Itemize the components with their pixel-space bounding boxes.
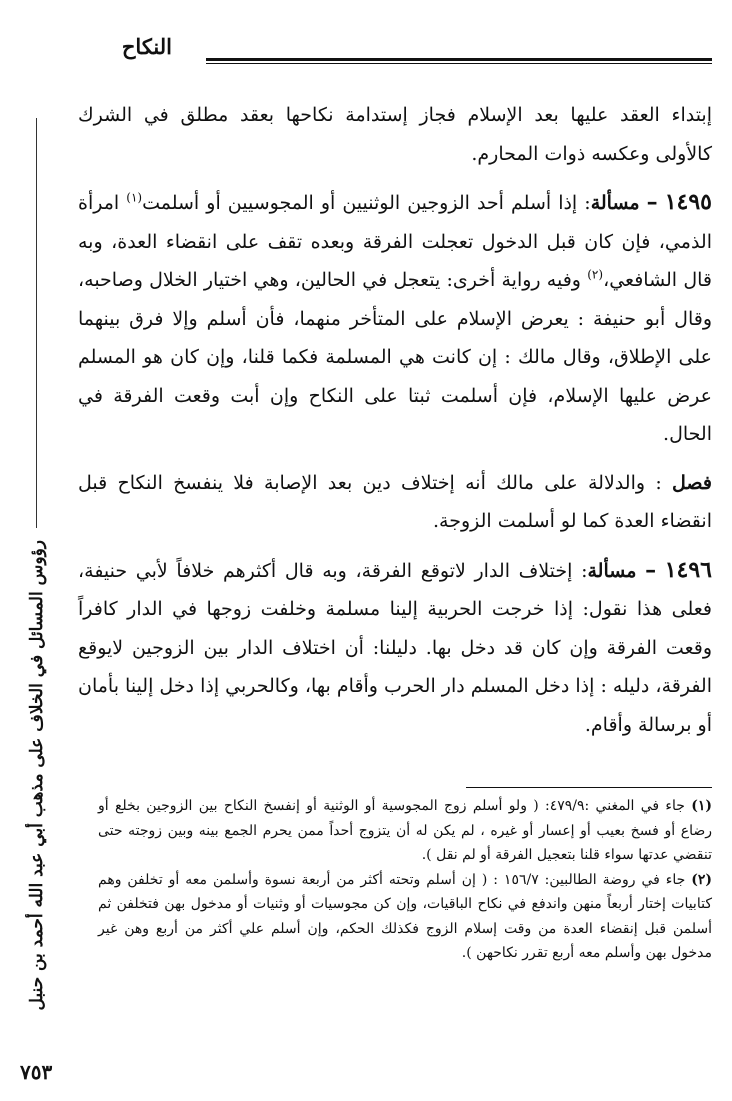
- masala-label: مسألة: [590, 192, 640, 214]
- fasl-colon: :: [655, 471, 662, 494]
- intro-paragraph: إبتداء العقد عليها بعد الإسلام فجاز إستدامة نكاحها بعقد مطلق في الشرك كالأولى وعكسه ذوات المحارم.: [78, 104, 712, 165]
- masala-text-part2: امرأة الذمي، فإن كان قبل الدخول تعجلت الفرقة وبعده تقف على انقضاء العدة، وبه قال الشافعي،: [78, 192, 712, 291]
- masala-colon: :: [581, 559, 588, 582]
- masala-label: مسألة: [587, 559, 637, 582]
- footnote-separator: [466, 787, 712, 788]
- fasl-paragraph: [78, 464, 712, 541]
- masala-colon: :: [584, 192, 591, 214]
- masala-1496: [78, 551, 712, 745]
- footnote-marker: (١): [691, 798, 713, 814]
- masala-1495: [78, 183, 712, 454]
- side-margin-line: [36, 118, 37, 528]
- footnotes: [98, 794, 712, 966]
- footnote-1: [98, 794, 712, 868]
- header-rule: [206, 58, 712, 64]
- side-running-title: [4, 540, 70, 1011]
- main-text: [78, 96, 712, 744]
- footnote-2: [98, 868, 712, 966]
- page-number: ٧٥٣: [20, 1060, 53, 1084]
- masala-dash: –: [645, 556, 657, 583]
- fasl-label: فصل: [672, 471, 712, 494]
- fasl-text: والدلالة على مالك أنه إختلاف دين بعد الإصابة فلا ينفسخ النكاح قبل انقضاء العدة كما لو أسلمت الزوجة.: [78, 471, 712, 532]
- masala-number: ١٤٩٦: [664, 556, 712, 583]
- masala-text-part3: وفيه رواية أخرى: يتعجل في الحالين، وهي اختيار الخلال وصاحبه، وقال أبو حنيفة : يعرض الإسلام على المتأخر منهما، فأن أسلم وإلا فرق بينهما على الإطلاق، وقال مالك : إن كانت هي المسلمة فكما قلنا، وإن كان هو المسلم عرض عليها الإسلام، فإن أسلمت ثبتا على النكاح وإن أبت وقعت الفرقة في الحال.: [78, 269, 712, 445]
- running-header-title: النكاح: [121, 34, 172, 59]
- footnote-text: جاء في المغني :٤٧٩/٩: ( ولو أسلم زوج المجوسية أو الوثنية أو إنفسخ النكاح بين الزوجين بخلع أو رضاع أو فسخ بعيب أو إعسار أو غيره ، لم يكن له أن يتزوج أحداً ممن يحرم الجمع بينه وبين زوجته حتى تنقضي عدتها سواء قلنا بتعجيل الفرقة أو لم نقل ).: [98, 798, 712, 863]
- footnote-ref-2: (٢): [587, 267, 604, 282]
- masala-text: إختلاف الدار لاتوقع الفرقة، وبه قال أكثرهم خلافاً لأبي حنيفة، فعلى هذا نقول: إذا خرجت الحربية إلينا مسلمة وخلفت زوجها في الدار كافراً وقعت الفرقة وإن كان قد دخل بها. دليلنا: أن اختلاف الدار بين الزوجين لايوقع الفرقة، دليله : إذا دخل المسلم دار الحرب وأقام بها، وكالحربي إذا دخل إلينا بأمان أو برسالة وأقام.: [78, 559, 712, 736]
- masala-dash: –: [646, 189, 658, 215]
- masala-text-part1: إذا أسلم أحد الزوجين الوثنيين أو المجوسيين أو أسلمت: [142, 192, 578, 214]
- footnote-ref-1: (١): [126, 190, 143, 205]
- footnote-marker: (٢): [691, 871, 713, 888]
- side-running-title-text: رؤوس المسائل في الخلاف على مذهب أبي عبد الله أحمد بن حنبل: [27, 540, 47, 1011]
- footnote-text: جاء في روضة الطالبين: ١٥٦/٧ : ( إن أسلم وتحته أكثر من أربعة نسوة وأسلمن معه أو تخلفن وهم كتابيات إختار أربعاً منهن واندفع في نكاح الباقيات، وإن كن مجوسيات أو وثنيات أو مدخول بهن فتخلفن ثم أسلمن قبل إنقضاء العدة من وقت إسلام الزوج فكذلك الحكم، وإن أسلم علي أكثر من أربع وهن غير مدخول بهن وأسلم معه أربع تقرر نكاحهن ).: [98, 871, 712, 961]
- masala-number: ١٤٩٥: [664, 189, 712, 215]
